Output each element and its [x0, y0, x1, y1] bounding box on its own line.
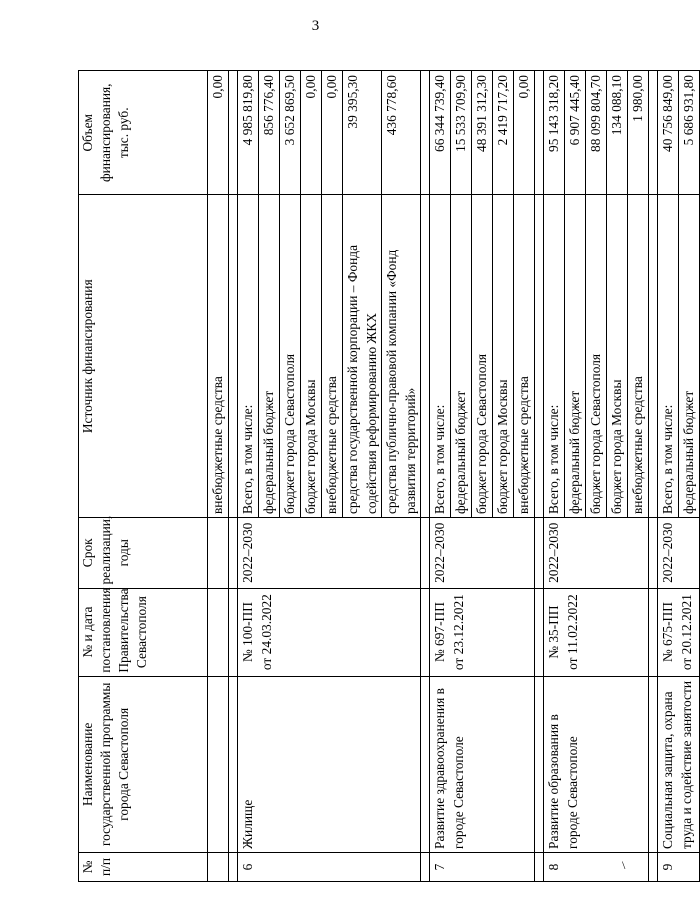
spacer-cell [535, 676, 544, 852]
program-num: 6 [238, 852, 421, 881]
funding-volume: 39 395,30 [343, 71, 382, 195]
funding-volume: 0,00 [322, 71, 343, 195]
spacer-cell [535, 852, 544, 881]
page-number: 3 [311, 18, 320, 34]
header-program-name: Наименование государственной программы города Севастополя [79, 676, 208, 852]
funding-volume: 3 652 869,50 [280, 71, 301, 195]
funding-source: бюджет города Москвы [301, 195, 322, 518]
decree-date: от 20.12.2021 [679, 594, 694, 671]
carry-volume: 0,00 [208, 71, 229, 195]
table-row [238, 71, 259, 882]
funding-volume: 95 143 318,20 [544, 71, 565, 195]
spacer-cell [421, 852, 430, 881]
funding-source: федеральный бюджет [679, 195, 700, 518]
table-cell [208, 518, 229, 589]
funding-source: Всего, в том числе: [658, 195, 679, 518]
spacer-cell [649, 676, 658, 852]
funding-volume: 48 391 312,30 [472, 71, 493, 195]
funding-volume: 40 756 849,00 [658, 71, 679, 195]
funding-source: бюджет города Москвы [493, 195, 514, 518]
funding-volume: 6 907 445,40 [565, 71, 586, 195]
funding-source: бюджет города Севастополя [586, 195, 607, 518]
header-volume: Объем финансирования, тыс. руб. [79, 71, 208, 195]
table-cell [208, 676, 229, 852]
spacer-cell [649, 518, 658, 589]
spacer-cell [229, 518, 238, 589]
funding-source: внебюджетные средства [514, 195, 535, 518]
funding-source: внебюджетные средства [628, 195, 649, 518]
table-row [658, 71, 679, 882]
programs-table [78, 70, 700, 882]
funding-source: средства публично-правовой компании «Фонд развития территорий» [382, 195, 421, 518]
funding-volume: 0,00 [301, 71, 322, 195]
program-decree [544, 588, 649, 676]
spacer-cell [535, 518, 544, 589]
spacer-cell [535, 195, 544, 518]
funding-source: бюджет города Севастополя [472, 195, 493, 518]
carry-source: внебюджетные средства [208, 195, 229, 518]
funding-source: бюджет города Москвы [607, 195, 628, 518]
decree-date: от 23.12.2021 [451, 594, 466, 671]
funding-volume: 2 419 717,20 [493, 71, 514, 195]
funding-source: бюджет города Севастополя [280, 195, 301, 518]
spacer-cell [649, 852, 658, 881]
program-decree [658, 588, 700, 676]
spacer-cell [421, 71, 430, 195]
funding-volume: 436 778,60 [382, 71, 421, 195]
program-name: Социальная защита, охрана труда и содействие занятости [658, 676, 700, 852]
decree-number: № 35-ПП [546, 605, 561, 659]
program-term: 2022–2030 [430, 518, 535, 589]
spacer-cell [421, 676, 430, 852]
spacer-row [535, 71, 544, 882]
funding-source: внебюджетные средства [322, 195, 343, 518]
program-decree [238, 588, 421, 676]
program-decree [430, 588, 535, 676]
funding-volume: 134 088,10 [607, 71, 628, 195]
header-num: № п/п [79, 852, 208, 881]
funding-source: федеральный бюджет [565, 195, 586, 518]
decree-date: от 24.03.2022 [259, 594, 274, 671]
table-cell [208, 852, 229, 881]
decree-number: № 697-ПП [432, 602, 447, 663]
funding-volume: 5 686 931,80 [679, 71, 700, 195]
spacer-cell [649, 71, 658, 195]
funding-volume: 66 344 739,40 [430, 71, 451, 195]
funding-source: Всего, в том числе: [544, 195, 565, 518]
funding-volume: 856 776,40 [259, 71, 280, 195]
table-row [544, 71, 565, 882]
program-num: 8 [544, 852, 649, 881]
spacer-cell [535, 588, 544, 676]
funding-volume: 4 985 819,80 [238, 71, 259, 195]
table-body [208, 71, 700, 882]
spacer-cell [535, 71, 544, 195]
table-row [208, 71, 229, 882]
header-term: Срок реализации, годы [79, 518, 208, 589]
spacer-cell [229, 852, 238, 881]
rotated-table-container [78, 70, 696, 882]
spacer-cell [421, 195, 430, 518]
decree-date: от 11.02.2022 [565, 594, 580, 670]
funding-source: средства государственной корпорации – Фонда содействия реформированию ЖКХ [343, 195, 382, 518]
program-term: 2022–2030 [658, 518, 700, 589]
funding-volume: 0,00 [514, 71, 535, 195]
funding-volume: 1 980,00 [628, 71, 649, 195]
header-decree: № и дата постановления Правительства Севастополя [79, 588, 208, 676]
funding-source: Всего, в том числе: [238, 195, 259, 518]
spacer-cell [229, 71, 238, 195]
spacer-cell [421, 518, 430, 589]
program-num: 9 [658, 852, 700, 881]
table-row [430, 71, 451, 882]
decree-number: № 675-ПП [660, 602, 675, 663]
table-cell [208, 588, 229, 676]
funding-source: федеральный бюджет [259, 195, 280, 518]
program-term: 2022–2030 [544, 518, 649, 589]
funding-volume: 15 533 709,90 [451, 71, 472, 195]
spacer-cell [649, 195, 658, 518]
table-header-row [79, 71, 208, 882]
program-num: 7 [430, 852, 535, 881]
spacer-row [649, 71, 658, 882]
spacer-cell [229, 676, 238, 852]
decree-number: № 100-ПП [240, 602, 255, 663]
spacer-cell [229, 588, 238, 676]
spacer-cell [229, 195, 238, 518]
program-name: Развитие образования в городе Севастополе [544, 676, 649, 852]
spacer-cell [421, 588, 430, 676]
funding-source: федеральный бюджет [451, 195, 472, 518]
funding-source: Всего, в том числе: [430, 195, 451, 518]
margin-mark: \ [622, 858, 626, 872]
program-term: 2022–2030 [238, 518, 421, 589]
funding-volume: 88 099 804,70 [586, 71, 607, 195]
spacer-row [421, 71, 430, 882]
spacer-row [229, 71, 238, 882]
header-source: Источник финансирования [79, 195, 208, 518]
program-name: Развитие здравоохранения в городе Севастополе [430, 676, 535, 852]
spacer-cell [649, 588, 658, 676]
program-name: Жилище [238, 676, 421, 852]
